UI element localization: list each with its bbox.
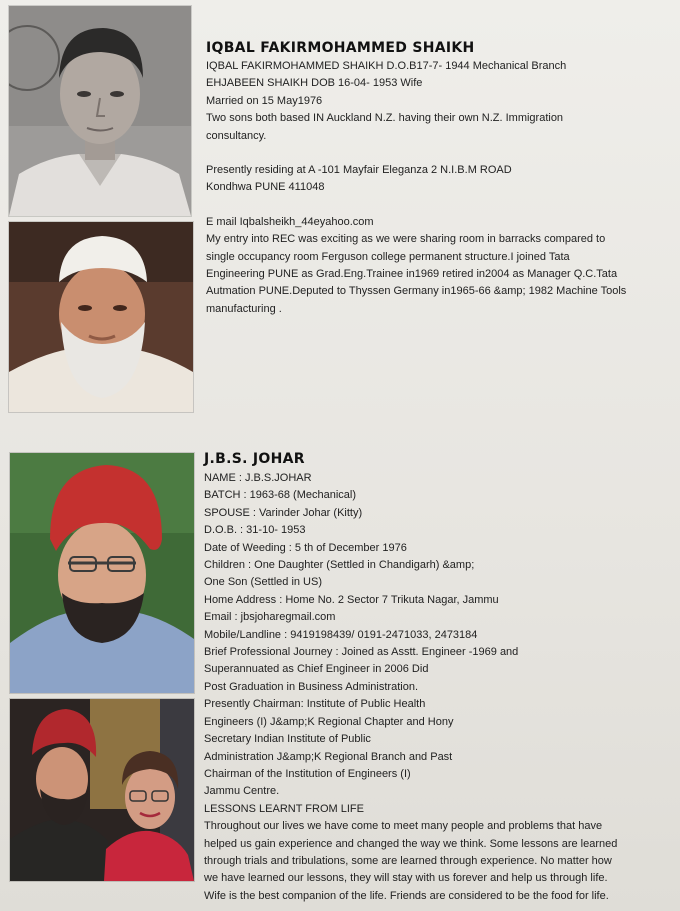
person2-line: Presently Chairman: Institute of Public Health: [204, 698, 426, 711]
person2-line: Children : One Daughter (Settled in Chandigarh) &amp;: [204, 559, 475, 572]
person1-line: manufacturing .: [206, 302, 282, 315]
person2-line: Chairman of the Institution of Engineers (I): [204, 767, 411, 780]
person1-name: IQBAL FAKIRMOHAMMED SHAIKH: [206, 40, 475, 56]
person1-line: Married on 15 May1976: [206, 94, 323, 107]
person2-line: Date of Weeding : 5 th of December 1976: [204, 541, 407, 554]
person2-line: helped us gain experience and changed the way we think. Some lessons are learned: [204, 837, 618, 850]
person2-line: SPOUSE : Varinder Johar (Kitty): [204, 506, 363, 519]
person2-line: we have learned our lessons, they will stay with us forever and help us through life.: [204, 872, 608, 885]
person1-line: Kondhwa PUNE 411048: [206, 181, 325, 194]
person2-line: One Son (Settled in US): [204, 576, 323, 589]
person2-line: Brief Professional Journey : Joined as Asstt. Engineer -1969 and: [204, 646, 519, 659]
person2-line: D.O.B. : 31-10- 1953: [204, 524, 306, 537]
person2-name: J.B.S. JOHAR: [204, 451, 305, 467]
person2-line: LESSONS LEARNT FROM LIFE: [204, 802, 364, 815]
person1-line: Two sons both based IN Auckland N.Z. having their own N.Z. Immigration: [206, 112, 564, 125]
person2-line: Wife is the best companion of the life. Friends are considered to be the food for life.: [204, 889, 609, 902]
person1-line: consultancy.: [206, 129, 267, 142]
person1-line: Engineering PUNE as Grad.Eng.Trainee in1969 retired in2004 as Manager Q.C.Tata: [206, 268, 618, 281]
person1-spacer: [206, 145, 666, 162]
person2-line: Administration J&amp;K Regional Branch and Past: [204, 750, 453, 763]
person1-line: E mail Iqbalsheikh_44eyahoo.com: [206, 215, 374, 228]
person2-line: Mobile/Landline : 9419198439/ 0191-2471033, 2473184: [204, 628, 478, 641]
person2-line: BATCH : 1963-68 (Mechanical): [204, 489, 357, 502]
person2-line: Home Address : Home No. 2 Sector 7 Trikuta Nagar, Jammu: [204, 593, 499, 606]
person1-line: EHJABEEN SHAIKH DOB 16-04- 1953 Wife: [206, 77, 423, 90]
photo-portrait-johar: [10, 453, 194, 693]
person1-bio: [206, 58, 666, 318]
person2-line: NAME : J.B.S.JOHAR: [204, 472, 312, 484]
person1-line: IQBAL FAKIRMOHAMMED SHAIKH D.O.B17-7- 1944 Mechanical Branch: [206, 60, 567, 72]
photo-young-iqbal: [9, 6, 191, 216]
person2-line: Jammu Centre.: [204, 785, 280, 798]
person2-line: Post Graduation in Business Administration.: [204, 680, 419, 693]
person1-line: Presently residing at A -101 Mayfair Eleganza 2 N.I.B.M ROAD: [206, 164, 512, 177]
person1-line: single occupancy room Ferguson college permanent structure.I joined Tata: [206, 250, 570, 263]
person2-line: Engineers (I) J&amp;K Regional Chapter and Hony: [204, 715, 454, 728]
person1-line: Autmation PUNE.Deputed to Thyssen Germany in1965-66 &amp; 1982 Machine Tools: [206, 285, 627, 298]
photo-couple-johar: [10, 699, 194, 881]
person2-line: Superannuated as Chief Engineer in 2006 Did: [204, 663, 429, 676]
person2-line: through trials and tribulations, some are learned through experience. No matter how: [204, 854, 612, 867]
photo-current-iqbal: [9, 222, 193, 412]
person2-line: Secretary Indian Institute of Public: [204, 733, 371, 746]
person2-line: Throughout our lives we have come to meet many people and problems that have: [204, 820, 603, 833]
person2-line: Email : jbsjoharegmail.com: [204, 611, 336, 624]
person1-line: My entry into REC was exciting as we were sharing room in barracks compared to: [206, 233, 606, 246]
person2-bio: [204, 470, 674, 905]
person1-spacer: [206, 197, 666, 214]
